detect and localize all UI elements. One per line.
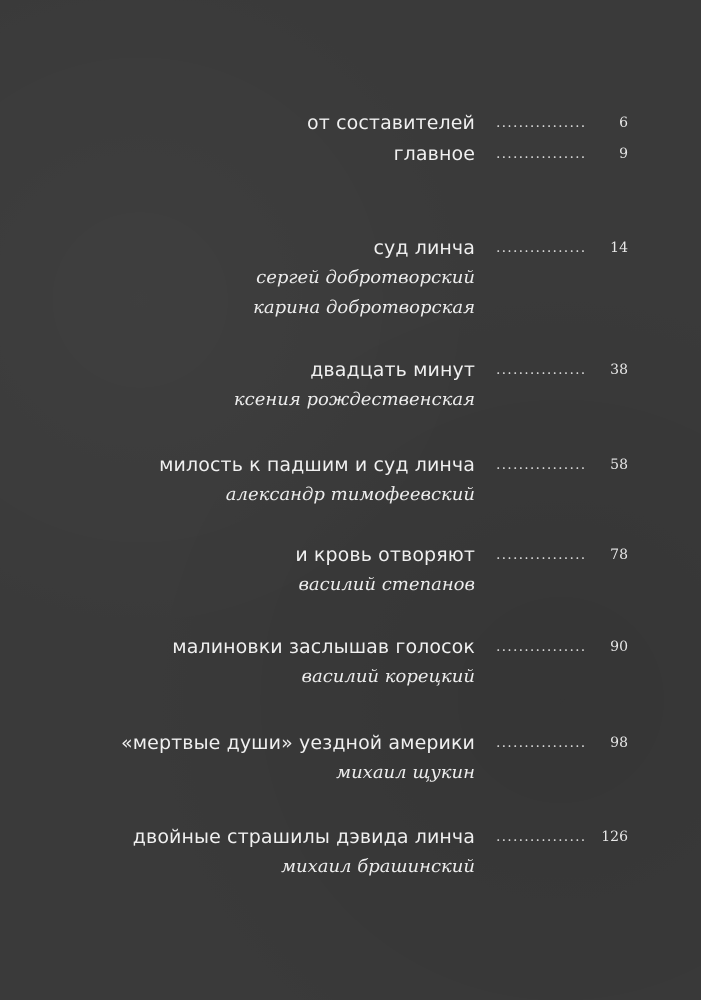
toc-page-number: 6 <box>619 115 628 131</box>
toc-author-name: михаил брашинский <box>281 856 475 877</box>
toc-title: «мертвые души» уездной америки <box>121 732 475 754</box>
toc-entry <box>0 634 701 694</box>
toc-page-number: 14 <box>610 240 628 256</box>
toc-line <box>0 110 701 140</box>
toc-leader-dots: ................ <box>496 362 587 378</box>
toc-title: двойные страшилы дэвида линча <box>132 826 475 848</box>
toc-author-name: василий степанов <box>298 574 475 595</box>
toc-author <box>0 482 701 512</box>
toc-page-number: 126 <box>601 829 628 845</box>
toc-line <box>0 730 701 760</box>
toc-page-number: 98 <box>610 735 628 751</box>
toc-leader-dots: ................ <box>496 829 587 845</box>
toc-author-name: александр тимофеевский <box>225 484 475 505</box>
toc-author <box>0 265 701 295</box>
toc-author <box>0 387 701 417</box>
toc-leader-dots: ................ <box>496 547 587 563</box>
toc-entry <box>0 542 701 602</box>
toc-entry <box>0 141 701 171</box>
toc-leader-dots: ................ <box>496 240 587 256</box>
toc-entry <box>0 824 701 884</box>
toc-page-number: 58 <box>610 457 628 473</box>
toc-title: от составителей <box>307 112 475 134</box>
toc-page-number: 38 <box>610 362 628 378</box>
toc-author-name: василий корецкий <box>301 666 475 687</box>
toc-author-name: сергей добротворский <box>256 267 475 288</box>
toc-leader-dots: ................ <box>496 115 587 131</box>
toc-leader-dots: ................ <box>496 457 587 473</box>
toc-author <box>0 854 701 884</box>
toc-line <box>0 824 701 854</box>
toc-leader-dots: ................ <box>496 639 587 655</box>
toc-line <box>0 357 701 387</box>
toc-author <box>0 295 701 325</box>
toc-author <box>0 760 701 790</box>
toc-page-number: 78 <box>610 547 628 563</box>
toc-entry <box>0 452 701 512</box>
toc-author <box>0 664 701 694</box>
toc-line <box>0 141 701 171</box>
toc-title: милость к падшим и суд линча <box>159 454 475 476</box>
toc-page-number: 90 <box>610 639 628 655</box>
toc-title: и кровь отворяют <box>295 544 475 566</box>
toc-entry <box>0 357 701 417</box>
toc-leader-dots: ................ <box>496 735 587 751</box>
toc-title: суд линча <box>373 237 475 259</box>
toc-entry <box>0 110 701 140</box>
toc-line <box>0 235 701 265</box>
toc-author <box>0 572 701 602</box>
toc-title: малиновки заслышав голосок <box>172 636 475 658</box>
toc-author-name: михаил щукин <box>336 762 475 783</box>
toc-title: главное <box>393 143 475 165</box>
toc-entry <box>0 235 701 325</box>
toc-entry <box>0 730 701 790</box>
toc-title: двадцать минут <box>310 359 475 381</box>
toc-line <box>0 634 701 664</box>
toc-author-name: ксения рождественская <box>233 389 475 410</box>
toc-line <box>0 452 701 482</box>
toc-line <box>0 542 701 572</box>
toc-page-number: 9 <box>619 146 628 162</box>
toc-leader-dots: ................ <box>496 146 587 162</box>
toc-author-name: карина добротворская <box>253 297 475 318</box>
